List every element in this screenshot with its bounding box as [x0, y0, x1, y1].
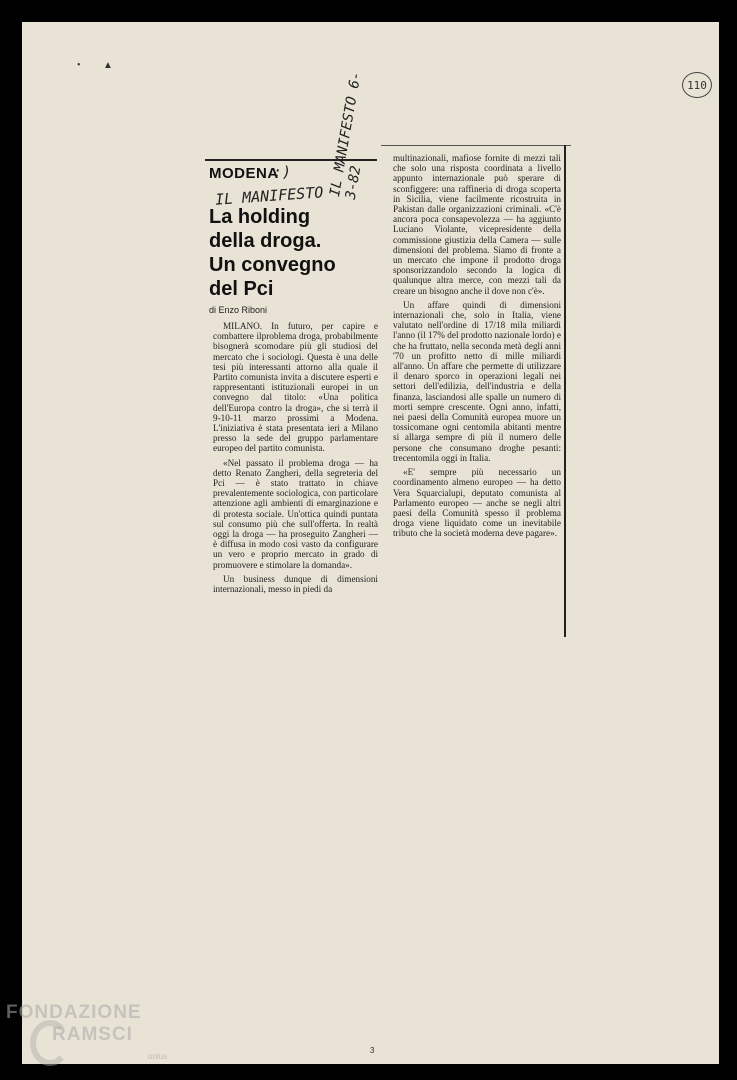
newspaper-clipping	[205, 70, 575, 645]
archive-number: 110	[682, 72, 712, 98]
handwritten-source-date: IL MANIFESTO 6-3-82	[327, 70, 365, 201]
article-column-1	[213, 321, 378, 598]
byline: di Enzo Riboni	[209, 305, 268, 315]
section-title: MODENA	[209, 165, 279, 182]
headline: La holding della droga. Un convegno del Pci	[209, 206, 336, 300]
paragraph: multinazionali, mafiose fornite di mezzi tali che solo una risposta coordinata a livello appunto internazionale può sperare di sconfiggere: una raffineria di droga scoperta in Sicilia, viene facilmente ricostruita in Pakistan dalle organizzazioni criminali. «C'è ancora poca consapevolezza — ha aggiunto Luciano Violante, vicepresidente della commissione giustizia della Camera — sulle dimensioni del problema. Siamo di fronte a un mercato che impone il prodotto droga sponsorizzandolo secondo la logica di qualunque altra merce, con mezzi tali da creare un bisogno anche il dove non c'è».	[393, 153, 561, 296]
watermark-fondazione: FONDAZIONE	[6, 1002, 142, 1023]
watermark-gramsci: RAMSCI	[52, 1024, 133, 1045]
scan-marks: • ▲	[77, 60, 113, 71]
paragraph: Un business dunque di dimensioni internazionali, messo in piedi da	[213, 573, 378, 595]
article-column-2	[393, 153, 561, 543]
top-rule-right	[381, 145, 571, 146]
handwritten-smile: :)	[273, 163, 292, 181]
page-number: 3	[370, 1046, 375, 1055]
handwritten-source: IL MANIFESTO	[214, 183, 324, 209]
paragraph: «Nel passato il problema droga — ha detto Renato Zangheri, della segreteria del Pci — è stato trattato in chiave prevalentemente sociologica, con particolare attenzione agli ambienti di emarginazione e di protesta sociale. Un'ottica quindi puntata sul consumo più che sull'offerta. In realtà oggi la droga — ha proseguito Zangheri — è diffusa in modo così vasto da configurare un vero e proprio mercato in grado di promuovere e stimolare la domanda».	[213, 457, 378, 570]
watermark-onlus: onlus	[148, 1052, 168, 1061]
paragraph: Un affare quindi di dimensioni internazionali che, solo in Italia, viene valutato nell'ordine di 17/18 mila miliardi l'anno (il 17% del prodotto nazionale lordo) e che ha fruttato, nella seconda metà degli anni '70 un profitto netto di mille miliardi all'anno. Un affare che permette di utilizzare il denaro sporco in operazioni legali nei settori dell'edilizia, dell'industria e della finanza, lasciandosi alle spalle un numero di morti sempre crescente. Ogni anno, infatti, nei paesi della Comunità europea muore un tossicomane ogni centomila abitanti mentre si allarga sempre di più il numero delle persone che consumano droghe pesanti: trecentomila oggi in Italia.	[393, 299, 561, 463]
paragraph: MILANO. In futuro, per capire e combattere ilproblema droga, probabilmente bisognerà scomodare più gli studiosi del mercato che i sociologi. Questa è una delle tesi più interessanti attorno alla quale il Partito comunista invita a discutere esperti e rappresentanti istituzionali europei in un convegno dal titolo: «Una politica dell'Europa contro la droga», che si terrà il 9-10-11 marzo prossimi a Modena. L'iniziativa è stata presentata ieri a Milano presso la sede del gruppo parlamentare europeo del partito comunista.	[213, 321, 378, 454]
column-rule	[564, 145, 566, 637]
paragraph: «E' sempre più necessario un coordinamento almeno europeo — ha detto Vera Squarcialupi, deputato comunista al Parlamento europeo — anche se negli altri paesi della Comunità spesso il problema droga viene liquidato come un inevitabile tributo che la società moderna deve pagare».	[393, 467, 561, 539]
